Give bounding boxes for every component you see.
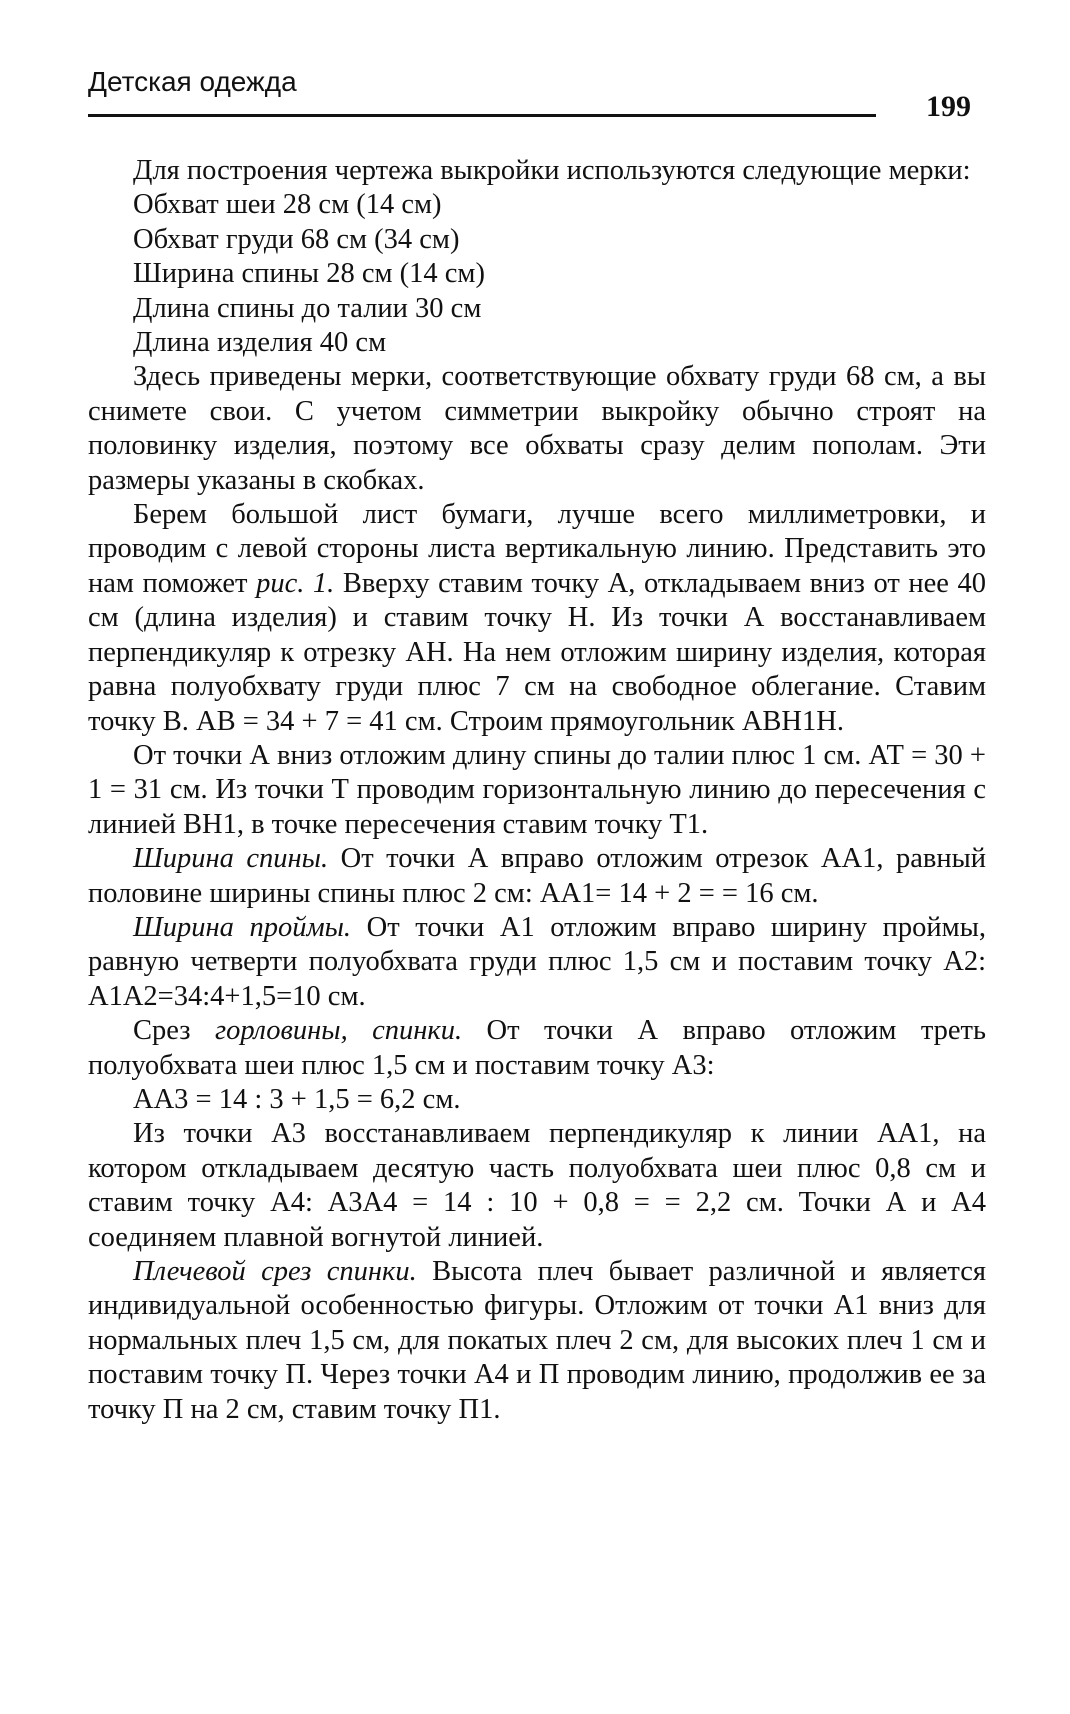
term-neckline: горловины, спинки. <box>214 1015 463 1047</box>
term-back-width: Ширина спины. <box>133 843 329 875</box>
header-rule <box>88 114 876 117</box>
measurement-neck: Обхват шеи 28 см (14 см) <box>133 189 442 221</box>
armhole-text: От точки А1 отложим вправо ширину проймы, равную четверти полуобхвата груди плюс 1,5 см и поставим точку А2: А1А2=34:4+1,5=10 см. <box>88 911 986 1012</box>
term-armhole-width: Ширина проймы. <box>133 911 352 943</box>
paragraph-sheet-end: Вверху ставим точку А, откладываем вниз от нее 40 см (длина изделия) и ставим точку Н. Из точки А восстанавливаем перпендикуляр к отрезку АН. На нем отложим ширину изделия, которая равна полуобхвату груди плюс 7 см на свободное облегание. Ставим точку В. АВ = 34 + 7 = 41 см. Строим прямоугольник АВН1Н. <box>88 567 986 737</box>
measurement-back-width: Ширина спины 28 см (14 см) <box>133 258 485 290</box>
paragraph-neckline <box>88 1014 986 1083</box>
paragraph-waist: От точки А вниз отложим длину спины до талии плюс 1 см. АТ = 30 + 1 = 31 см. Из точки Т проводим горизонтальную линию до пересечения с линией ВН1, в точке пересечения ставим точку Т1. <box>88 739 986 840</box>
neckline-text-end: От точки А вправо отложим треть полуобхвата шеи плюс 1,5 см и поставим точку А3: <box>88 1015 986 1081</box>
back-width-text: От точки А вправо отложим отрезок АА1, равный половине ширины спины плюс 2 см: АА1= 14 + 2 = = 16 см. <box>88 843 986 909</box>
paragraph-back-width <box>88 842 986 911</box>
paragraph-sheet <box>88 498 986 739</box>
neckline-text-start: Срез <box>133 1015 215 1047</box>
paragraph-sheet-start: Берем большой лист бумаги, лучше всего миллиметровки, и проводим с левой стороны листа вертикальную линию. Представить это нам поможет <box>88 499 986 599</box>
measurement-garment-length: Длина изделия 40 см <box>133 327 387 359</box>
paragraph-intro: Для построения чертежа выкройки используются следующие мерки: <box>133 155 971 186</box>
paragraph-shoulder <box>88 1255 986 1427</box>
paragraph-symmetry: Здесь приведены мерки, соответствующие обхвату груди 68 см, а вы снимете свои. С учетом симметрии выкройку обычно строят на половинку изделия, поэтому все обхваты сразу делим пополам. Эти размеры указаны в скобках. <box>88 361 986 496</box>
measurement-chest: Обхват груди 68 см (34 см) <box>133 223 460 255</box>
page-number: 199 <box>926 90 971 123</box>
neckline-formula: АА3 = 14 : 3 + 1,5 = 6,2 см. <box>133 1083 461 1115</box>
figure-reference: рис. 1. <box>256 567 335 599</box>
shoulder-text: Высота плеч бывает различной и является индивидуальной особенностью фигуры. Отложим от точки А1 вниз для нормальных плеч 1,5 см, для покатых плеч 2 см, для высоких плеч 1 см и поставим точку П. Через точки А4 и П проводим линию, продолжив ее за точку П на 2 см, ставим точку П1. <box>88 1256 986 1425</box>
body-text <box>88 154 986 1427</box>
term-shoulder-cut: Плечевой срез спинки. <box>133 1256 417 1287</box>
paragraph-point-a3: Из точки А3 восстанавливаем перпендикуляр к линии АА1, на котором откладываем десятую часть полуобхвата шеи плюс 0,8 см и ставим точку А4: А3А4 = 14 : 10 + 0,8 = = 2,2 см. Точки А и А4 соединяем плавной вогнутой линией. <box>88 1118 986 1253</box>
running-title: Детская одежда <box>88 66 297 97</box>
measurement-back-length: Длина спины до талии 30 см <box>133 292 482 324</box>
paragraph-armhole <box>88 911 986 1014</box>
